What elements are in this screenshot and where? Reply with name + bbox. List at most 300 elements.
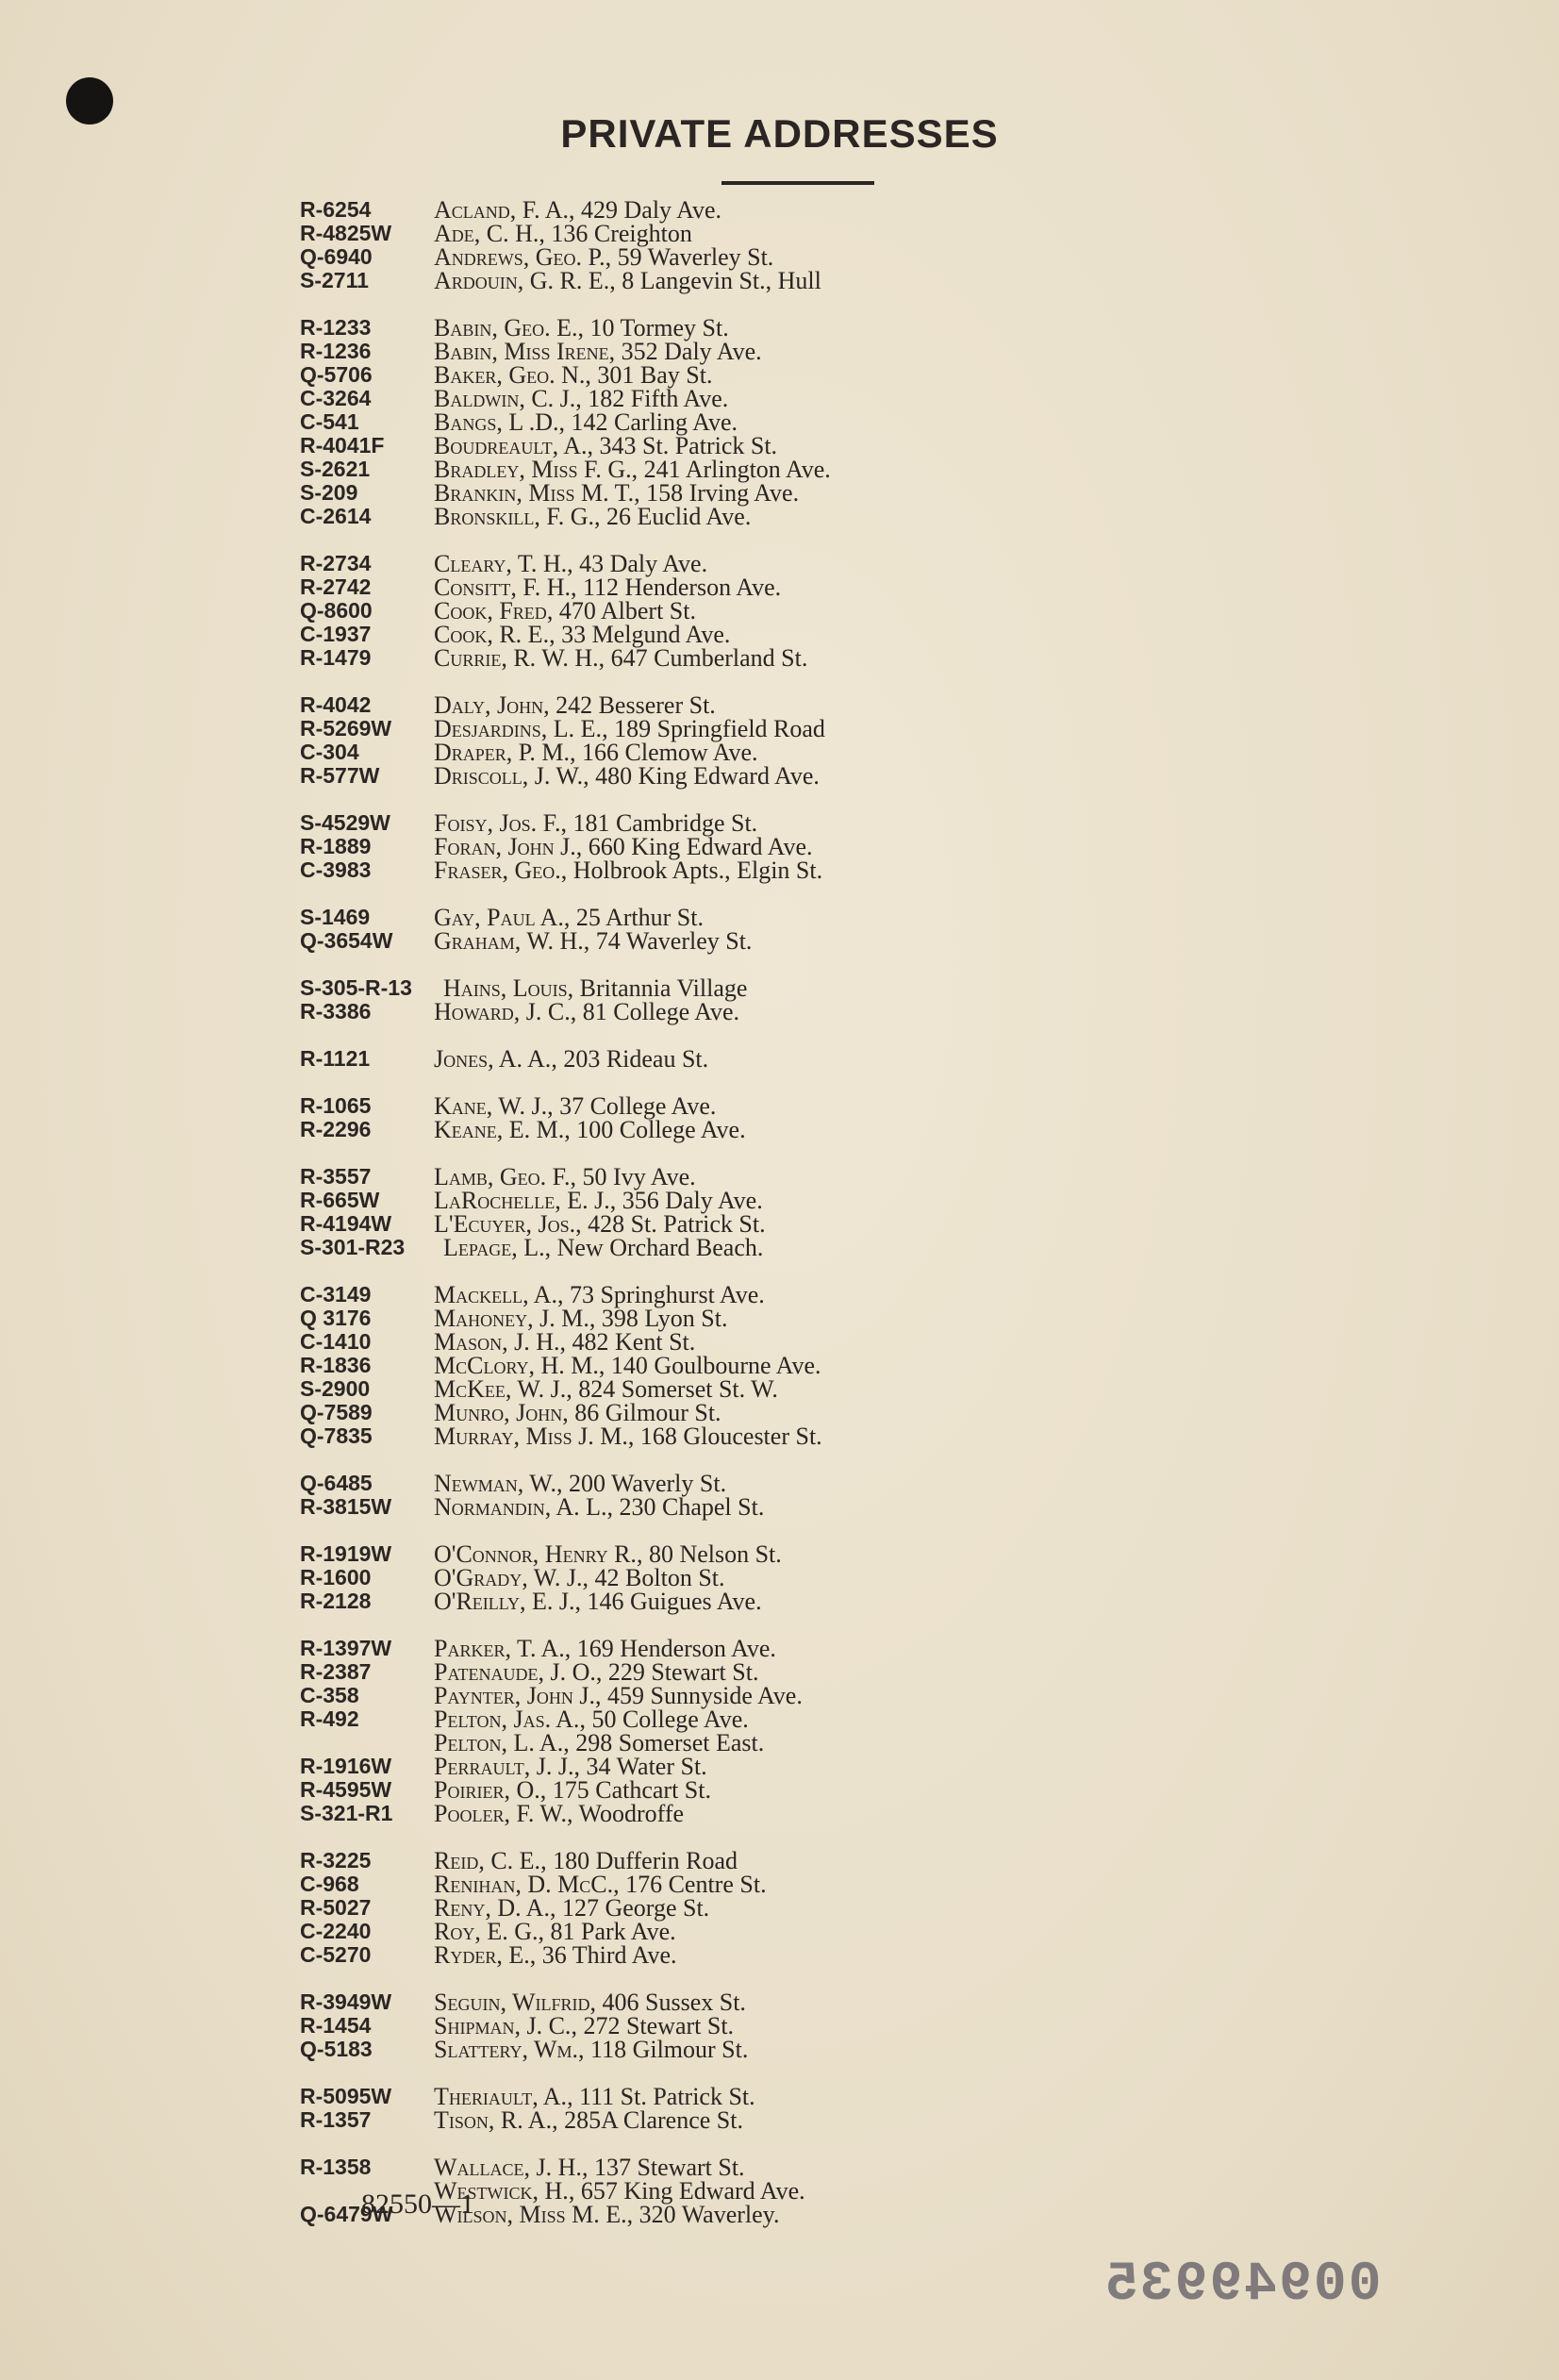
entry-text: Munro, John, 86 Gilmour St. [434,1399,721,1426]
subscriber-address: 81 College Ave. [582,998,740,1025]
phone-number: C-1937 [300,622,372,646]
directory-entry [300,764,1243,788]
entry-text: LaRochelle, E. J., 356 Daly Ave. [434,1187,763,1214]
subscriber-name: Newman, W. [434,1470,556,1497]
directory-entry [300,717,1243,741]
entry-group [300,1637,1243,1825]
subscriber-address: 10 Tormey St. [589,314,729,341]
directory-entry [300,1707,1243,1731]
phone-number: R-1358 [300,2155,372,2179]
subscriber-address: 398 Lyon St. [601,1305,728,1332]
entry-text: L'Ecuyer, Jos., 428 St. Patrick St. [434,1210,766,1238]
directory-entry [300,505,1243,528]
subscriber-name: Foisy, Jos. F. [434,809,561,837]
phone-number: R-3225 [300,1848,372,1872]
phone-number: R-492 [300,1706,359,1731]
directory-entry [300,316,1243,340]
entry-group [300,316,1243,528]
subscriber-address: 175 Cathcart St. [552,1776,711,1804]
entry-text: Mahoney, J. M., 398 Lyon St. [434,1305,728,1332]
subscriber-address: 74 Waverley St. [595,927,753,955]
subscriber-address: 127 George St. [561,1894,710,1922]
subscriber-name: Mackell, A. [434,1281,557,1308]
phone-number: R-1454 [300,2013,372,2038]
subscriber-name: Bangs, L .D. [434,408,559,436]
phone-number: R-3815W [300,1494,392,1519]
subscriber-address: 118 Gilmour St. [590,2036,749,2063]
subscriber-address: 660 King Edward Ave. [588,833,813,860]
entry-text: Driscoll, J. W., 480 King Edward Ave. [434,762,820,790]
directory-entry [300,599,1243,623]
subscriber-address: 229 Stewart St. [607,1658,759,1686]
subscriber-name: Foran, John J. [434,833,576,860]
subscriber-address: Britannia Village [579,974,748,1002]
subscriber-address: 81 Park Ave. [550,1918,676,1945]
subscriber-name: Consitt, F. H. [434,574,571,601]
footer-code: 82550—1 [361,2189,474,2220]
entry-text: Mackell, A., 73 Springhurst Ave. [434,1281,765,1308]
entry-text: Perrault, J. J., 34 Water St. [434,1753,707,1780]
directory-entry [300,646,1243,670]
subscriber-name: Paynter, John J. [434,1682,596,1709]
entry-text: Westwick, H., 657 King Edward Ave. [434,2177,805,2205]
directory-entry [300,481,1243,505]
directory-entry [300,1849,1243,1872]
directory-entry [300,1118,1243,1141]
directory-entry [300,387,1243,410]
entry-text: Lepage, L., New Orchard Beach. [443,1234,764,1261]
subscriber-name: Fraser, Geo. [434,857,561,884]
entry-group [300,1849,1243,1967]
entry-group [300,976,1243,1024]
entry-group [300,1990,1243,2061]
entry-group [300,811,1243,882]
subscriber-name: Reny, D. A. [434,1894,550,1922]
subscriber-name: Baldwin, C. J. [434,385,576,412]
directory-entry [300,363,1243,387]
subscriber-name: Hains, Louis [443,974,568,1002]
subscriber-address: 26 Euclid Ave. [606,503,752,530]
subscriber-name: Ade, C. H. [434,220,539,247]
directory-entry [300,1189,1243,1212]
directory-entry [300,811,1243,835]
document-stamp: 00949935 [1103,2255,1382,2316]
phone-number: Q-6940 [300,244,373,269]
subscriber-address: 137 Stewart St. [593,2154,745,2181]
phone-number: C-3149 [300,1282,372,1307]
entry-text: Consitt, F. H., 112 Henderson Ave. [434,574,782,601]
phone-number: R-2128 [300,1589,372,1613]
subscriber-address: 25 Arthur St. [575,904,704,931]
subscriber-address: 42 Bolton St. [594,1564,725,1591]
entry-text: Bradley, Miss F. G., 241 Arlington Ave. [434,456,831,483]
subscriber-name: Munro, John [434,1399,563,1426]
entry-text: Renihan, D. McC., 176 Centre St. [434,1871,767,1898]
entry-text: Draper, P. M., 166 Clemow Ave. [434,739,758,766]
entry-text: Ryder, E., 36 Third Ave. [434,1941,677,1969]
subscriber-name: Cook, R. E. [434,621,550,648]
directory-entry [300,1283,1243,1307]
subscriber-address: 482 Kent St. [572,1328,696,1356]
entry-text: Parker, T. A., 169 Henderson Ave. [434,1635,776,1662]
phone-number: R-4595W [300,1777,392,1802]
directory-entry [300,1542,1243,1566]
entry-text: Bronskill, F. G., 26 Euclid Ave. [434,503,752,530]
entry-text: Newman, W., 200 Waverly St. [434,1470,727,1497]
subscriber-name: Westwick, H. [434,2177,569,2205]
directory-entry [300,835,1243,858]
subscriber-address: 298 Somerset East. [575,1729,765,1756]
directory-entry [300,410,1243,434]
entry-text: McClory, H. M., 140 Goulbourne Ave. [434,1352,821,1379]
subscriber-address: 824 Somerset St. W. [578,1375,778,1403]
subscriber-address: 406 Sussex St. [602,1989,746,2016]
directory-entry [300,1401,1243,1424]
directory-entry [300,2014,1243,2038]
entry-text: McKee, W. J., 824 Somerset St. W. [434,1375,778,1403]
phone-number: R-6254 [300,197,372,222]
directory-entry [300,1920,1243,1943]
address-listing [300,198,1243,2250]
subscriber-name: Poirier, O. [434,1776,540,1804]
phone-number: S-4529W [300,810,390,835]
subscriber-name: Murray, Miss J. M. [434,1423,628,1450]
entry-text: Foran, John J., 660 King Edward Ave. [434,833,813,860]
phone-number: R-4194W [300,1211,392,1236]
directory-entry [300,1755,1243,1778]
entry-text: Theriault, A., 111 St. Patrick St. [434,2083,755,2110]
subscriber-name: Perrault, J. J. [434,1753,574,1780]
subscriber-name: Seguin, Wilfrid [434,1989,590,2016]
subscriber-name: O'Connor, Henry R. [434,1540,637,1568]
subscriber-name: Desjardins, L. E. [434,715,603,742]
subscriber-address: 34 Water St. [586,1753,707,1780]
subscriber-address: 647 Cumberland St. [610,644,808,672]
subscriber-address: 169 Henderson Ave. [576,1635,776,1662]
entry-text: Baldwin, C. J., 182 Fifth Ave. [434,385,729,412]
subscriber-name: Tison, R. A. [434,2106,553,2134]
phone-number: Q 3176 [300,1306,372,1330]
directory-entry [300,1424,1243,1448]
subscriber-address: 80 Nelson St. [648,1540,782,1568]
subscriber-name: Normandin, A. L. [434,1493,607,1521]
subscriber-name: Pelton, Jas. A. [434,1706,580,1733]
subscriber-name: Theriault, A. [434,2083,568,2110]
directory-entry [300,1377,1243,1401]
subscriber-address: 86 Gilmour St. [574,1399,721,1426]
directory-entry [300,858,1243,882]
directory-entry [300,1495,1243,1519]
subscriber-name: O'Grady, W. J. [434,1564,583,1591]
subscriber-address: 158 Irving Ave. [646,479,800,507]
subscriber-address: 320 Waverley. [639,2201,780,2228]
subscriber-address: Woodroffe [578,1800,685,1827]
subscriber-address: 112 Henderson Ave. [583,574,782,601]
directory-entry [300,1000,1243,1024]
entry-text: Seguin, Wilfrid, 406 Sussex St. [434,1989,746,2016]
directory-entry [300,693,1243,717]
directory-entry [300,1589,1243,1613]
entry-text: Cook, R. E., 33 Melgund Ave. [434,621,731,648]
subscriber-address: 356 Daly Ave. [622,1187,763,1214]
subscriber-address: 203 Rideau St. [563,1045,709,1073]
phone-number: R-1889 [300,834,372,858]
subscriber-address: 285A Clarence St. [564,2106,743,2134]
subscriber-name: Patenaude, J. O. [434,1658,596,1686]
subscriber-address: 59 Waverley St. [617,243,774,271]
subscriber-name: Wilson, Miss M. E. [434,2201,627,2228]
entry-text: O'Connor, Henry R., 80 Nelson St. [434,1540,782,1568]
phone-number: C-2614 [300,504,372,528]
entry-text: Poirier, O., 175 Cathcart St. [434,1776,711,1804]
subscriber-name: L'Ecuyer, Jos. [434,1210,576,1238]
entry-text: Babin, Geo. E., 10 Tormey St. [434,314,729,341]
subscriber-name: Howard, J. C. [434,998,571,1025]
entry-text: Wilson, Miss M. E., 320 Waverley. [434,2201,780,2228]
subscriber-name: Kane, W. J. [434,1092,548,1120]
phone-number: Q-3654W [300,928,393,953]
phone-number: R-1065 [300,1093,372,1118]
phone-number: C-968 [300,1872,359,1896]
directory-entry [300,1566,1243,1589]
subscriber-name: McKee, W. J. [434,1375,567,1403]
directory-entry [300,245,1243,269]
phone-number: Q-5706 [300,362,373,387]
subscriber-name: Jones, A. A. [434,1045,552,1073]
subscriber-address: 168 Gloucester St. [639,1423,822,1450]
directory-entry [300,1307,1243,1330]
directory-entry [300,1212,1243,1236]
phone-number: R-1236 [300,339,372,363]
subscriber-address: 657 King Edward Ave. [580,2177,805,2205]
subscriber-address: 73 Springhurst Ave. [569,1281,765,1308]
entry-text: Hains, Louis, Britannia Village [443,974,748,1002]
subscriber-name: Mason, J. H. [434,1328,560,1356]
subscriber-name: Roy, E. G. [434,1918,539,1945]
subscriber-address: 241 Arlington Ave. [643,456,831,483]
entry-text: Lamb, Geo. F., 50 Ivy Ave. [434,1163,696,1190]
phone-number: S-321-R1 [300,1801,393,1825]
subscriber-name: Ryder, E. [434,1941,530,1969]
subscriber-name: Graham, W. H. [434,927,584,955]
phone-number: R-665W [300,1188,380,1212]
entry-text: Foisy, Jos. F., 181 Cambridge St. [434,809,758,837]
phone-number: R-1121 [300,1046,371,1071]
phone-number: C-3264 [300,386,372,410]
phone-number: R-1916W [300,1754,392,1778]
phone-number: R-1357 [300,2107,372,2132]
subscriber-name: Daly, John [434,691,544,719]
phone-number: C-304 [300,740,359,764]
phone-number: R-1233 [300,315,372,340]
phone-number: Q-7835 [300,1423,373,1448]
phone-number: R-4042 [300,692,372,717]
directory-entry [300,1731,1243,1755]
phone-number: S-2621 [300,457,371,481]
entry-text: Normandin, A. L., 230 Chapel St. [434,1493,765,1521]
directory-entry [300,1047,1243,1071]
subscriber-address: 200 Waverly St. [568,1470,727,1497]
phone-number: R-577W [300,763,380,788]
entry-text: Cleary, T. H., 43 Daly Ave. [434,550,708,577]
entry-text: Paynter, John J., 459 Sunnyside Ave. [434,1682,803,1709]
subscriber-address: 176 Centre St. [625,1871,767,1898]
subscriber-address: 343 St. Patrick St. [599,432,778,459]
subscriber-name: Mahoney, J. M. [434,1305,589,1332]
phone-number: S-1469 [300,905,371,929]
entry-text: Ardouin, G. R. E., 8 Langevin St., Hull [434,267,821,294]
subscriber-address: 428 St. Patrick St. [588,1210,766,1238]
directory-entry [300,269,1243,292]
entry-group [300,552,1243,670]
entry-text: Mason, J. H., 482 Kent St. [434,1328,696,1356]
subscriber-address: 272 Stewart St. [583,2012,735,2039]
title-rule [721,181,874,185]
page-title: PRIVATE ADDRESSES [560,111,999,156]
directory-entry [300,1165,1243,1189]
subscriber-name: McClory, H. M. [434,1352,599,1379]
phone-number: S-2711 [300,268,369,292]
directory-entry [300,1236,1243,1259]
directory-entry [300,1990,1243,2014]
subscriber-name: Keane, E. M. [434,1116,565,1143]
subscriber-address: 181 Cambridge St. [572,809,758,837]
phone-number: R-3949W [300,1989,392,2014]
phone-number: C-3983 [300,857,372,882]
entry-text: Bangs, L .D., 142 Carling Ave. [434,408,738,436]
directory-entry [300,929,1243,953]
subscriber-name: Pelton, L. A. [434,1729,564,1756]
subscriber-address: 8 Langevin St., Hull [622,267,821,294]
subscriber-address: 459 Sunnyside Ave. [607,1682,803,1709]
entry-group [300,906,1243,953]
directory-entry [300,623,1243,646]
entry-group [300,1047,1243,1071]
subscriber-address: 230 Chapel St. [619,1493,765,1521]
directory-entry [300,1802,1243,1825]
entry-text: Andrews, Geo. P., 59 Waverley St. [434,243,774,271]
subscriber-name: Pooler, F. W. [434,1800,568,1827]
subscriber-address: 242 Besserer St. [556,691,716,719]
phone-number: C-2240 [300,1919,372,1943]
phone-number: R-1397W [300,1636,392,1660]
subscriber-name: Babin, Geo. E. [434,314,578,341]
entry-text: Roy, E. G., 81 Park Ave. [434,1918,676,1945]
entry-group [300,1094,1243,1141]
entry-group [300,693,1243,788]
subscriber-name: Slattery, Wm. [434,2036,579,2063]
subscriber-name: Boudreault, A. [434,432,588,459]
subscriber-address: 50 Ivy Ave. [582,1163,696,1190]
phone-number: S-305-R-13 [300,975,412,1000]
entry-text: Reny, D. A., 127 George St. [434,1894,710,1922]
phone-number: R-2742 [300,574,372,599]
entry-text: Pelton, L. A., 298 Somerset East. [434,1729,765,1756]
entry-group [300,1165,1243,1259]
subscriber-address: 100 College Ave. [576,1116,746,1143]
directory-entry [300,1637,1243,1660]
directory-entry [300,1896,1243,1920]
subscriber-name: Renihan, D. McC. [434,1871,614,1898]
entry-text: Acland, F. A., 429 Daly Ave. [434,196,721,224]
phone-number: S-301-R23 [300,1235,406,1259]
entry-text: Graham, W. H., 74 Waverley St. [434,927,753,955]
directory-entry [300,198,1243,222]
directory-entry [300,552,1243,575]
phone-number: C-358 [300,1683,359,1707]
phone-number: R-1919W [300,1541,392,1566]
entry-text: Desjardins, L. E., 189 Springfield Road [434,715,825,742]
subscriber-name: Bradley, Miss F. G. [434,456,632,483]
subscriber-name: Lamb, Geo. F. [434,1163,571,1190]
phone-number: Q-6479W [300,2202,393,2226]
subscriber-address: 50 College Ave. [591,1706,749,1733]
directory-entry [300,906,1243,929]
subscriber-name: Bronskill, F. G. [434,503,594,530]
subscriber-address: 301 Bay St. [597,361,713,389]
subscriber-name: Cleary, T. H. [434,550,568,577]
subscriber-name: Brankin, Miss M. T. [434,479,635,507]
entry-text: Slattery, Wm., 118 Gilmour St. [434,2036,749,2063]
entry-text: Tison, R. A., 285A Clarence St. [434,2106,743,2134]
phone-number: Q-5183 [300,2037,373,2061]
directory-entry [300,1943,1243,1967]
subscriber-address: 146 Guigues Ave. [587,1588,762,1615]
phone-number: Q-7589 [300,1400,373,1424]
subscriber-name: Parker, T. A. [434,1635,565,1662]
entry-text: Fraser, Geo., Holbrook Apts., Elgin St. [434,857,823,884]
directory-entry [300,2038,1243,2061]
subscriber-name: Acland, F. A. [434,196,569,224]
subscriber-name: Cook, Fred [434,597,547,624]
directory-entry [300,741,1243,764]
entry-text: Shipman, J. C., 272 Stewart St. [434,2012,735,2039]
entry-group [300,1283,1243,1448]
directory-entry [300,222,1243,245]
subscriber-address: 36 Third Ave. [541,1941,677,1969]
directory-entry [300,2085,1243,2108]
directory-entry [300,458,1243,481]
subscriber-name: Reid, C. E. [434,1847,541,1874]
subscriber-address: 140 Goulbourne Ave. [610,1352,821,1379]
subscriber-address: 142 Carling Ave. [571,408,738,436]
subscriber-name: Andrews, Geo. P. [434,243,605,271]
phone-number: S-209 [300,480,358,505]
subscriber-address: 43 Daly Ave. [579,550,708,577]
entry-text: Howard, J. C., 81 College Ave. [434,998,740,1025]
subscriber-address: 470 Albert St. [558,597,696,624]
directory-entry [300,1778,1243,1802]
entry-text: O'Reilly, E. J., 146 Guigues Ave. [434,1588,762,1615]
entry-text: Brankin, Miss M. T., 158 Irving Ave. [434,479,800,507]
subscriber-name: Wallace, J. H. [434,2154,582,2181]
phone-number: Q-8600 [300,598,373,623]
phone-number: R-4041F [300,433,385,458]
subscriber-address: 480 King Edward Ave. [595,762,820,790]
directory-entry [300,2155,1243,2179]
subscriber-name: O'Reilly, E. J. [434,1588,575,1615]
directory-entry [300,1094,1243,1118]
directory-entry [300,575,1243,599]
directory-entry [300,2108,1243,2132]
entry-group [300,2085,1243,2132]
phone-number: C-541 [300,409,359,434]
subscriber-address: 189 Springfield Road [614,715,825,742]
phone-number: R-1600 [300,1565,372,1589]
phone-number: R-1836 [300,1353,372,1377]
entry-text: Currie, R. W. H., 647 Cumberland St. [434,644,808,672]
subscriber-address: 136 Creighton [551,220,692,247]
